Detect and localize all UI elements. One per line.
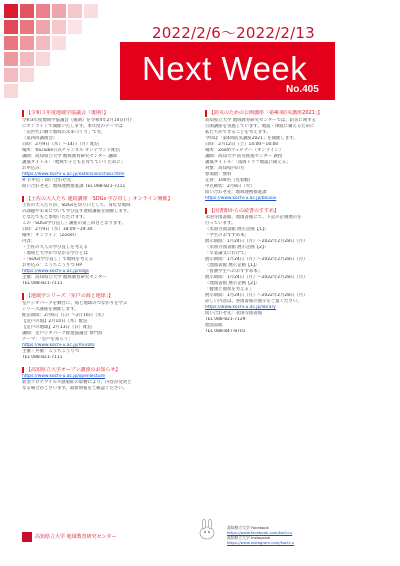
- article-line: 日時：2月9日（水）〜14日（月）配信: [22, 141, 100, 147]
- article-line: 内容：: [22, 239, 36, 244]
- article-link[interactable]: https://www.kochi-u.ac.jp/openlecture: [22, 374, 105, 379]
- footer: [22, 525, 382, 558]
- article-line: お申込み：: [22, 165, 44, 171]
- article-line: 令和3年度地域学協議会（後期）を令和4年2月14日(月): [22, 117, 132, 123]
- article-line: 【室戸の海】2月10日（木）配信: [22, 318, 88, 324]
- header: [0, 0, 400, 108]
- article-line: 講師：高知大学 防災推進センター 教授: [205, 153, 283, 159]
- article-line: 池図書館: [205, 323, 223, 328]
- article-line: 主催・共催：こうちこうりつ: [22, 348, 80, 354]
- article-line: ※ お申込・問い合わせ先：: [22, 177, 76, 183]
- article-line: 「健康と福祉を考える」: [205, 287, 254, 292]
- article-line: 参加費：無料: [205, 171, 232, 177]
- newsletter-title: Next Week: [142, 50, 308, 87]
- article-line: 新型コロナウイルス感染症の影響により、内容が変更と: [22, 380, 132, 385]
- article-section: [22, 367, 207, 393]
- article-line: シリーズ講座を開催します。: [22, 306, 79, 312]
- article-section: [205, 110, 390, 202]
- article-line: TEL 088-821-7129: [205, 317, 246, 322]
- article-line: お申込み：こうちこうりつ HP: [22, 263, 83, 268]
- article-line: TEL 088-847-8701: [205, 329, 246, 334]
- article-line: 今回は「第4回防災講座2021」を開催します。: [205, 135, 298, 141]
- article-line: 定員：100名（先着順）: [205, 177, 253, 183]
- article-link[interactable]: https://www.kochi-u.ac.jp/sdgs: [22, 269, 89, 274]
- article-section: [22, 110, 207, 190]
- article-line: 展示期間：1月24日（月）〜2022年2月28日（月）: [205, 275, 308, 280]
- article-heading: 【地域学シリーズ「室戸の海と地球」】: [22, 293, 207, 300]
- article-line: 展示期間：1月24日（月）〜2022年2月28日（月）: [205, 239, 308, 244]
- issue-number: No.405: [286, 84, 319, 95]
- mascot-icon: [195, 518, 219, 542]
- article-line: 場所：YouTube公式チャンネル オンデマンド配信: [22, 147, 121, 153]
- article-link[interactable]: https://www.kochi-u.ac.jp/bousai: [205, 195, 277, 201]
- article-line: 行っています。: [205, 221, 236, 226]
- article-section: [205, 208, 390, 336]
- left-column: [22, 110, 207, 398]
- article-line: 日時：2月9日（水）18:00〜19:30: [22, 227, 93, 232]
- sns-links: [227, 525, 294, 545]
- article-heading: 【防災のための公開講座「第4回防災講座2021」】: [205, 110, 390, 117]
- article-body: [205, 215, 390, 335]
- article-body: [22, 203, 207, 287]
- article-line: なる場合がございます。最新情報をご確認ください。: [22, 386, 128, 391]
- article-line: 「次世代に継ぐ地域の未来づくり」です。: [22, 129, 106, 135]
- article-line: 詳しい内容は、各図書館の展示をご覧ください。: [205, 299, 302, 304]
- article-link[interactable]: https://www.kochi-u.ac.jp/library: [205, 305, 276, 310]
- article-line: 私たちができることを考えます。: [205, 129, 271, 135]
- university-logo-icon: [22, 532, 32, 542]
- article-body: [205, 118, 390, 202]
- article-line: 講師：室戸ジオパーク推進協議会 専門員: [22, 330, 103, 336]
- article-link[interactable]: https://www.kochi-u.ac.jp/muroto: [22, 342, 95, 348]
- sns-link[interactable]: https://www.facebook.com/kochi.u: [227, 530, 293, 535]
- article-section: [22, 196, 207, 288]
- article-line: 〈池図書館 展示企画【2】〉: [205, 281, 260, 286]
- article-line: 【室戸の地球】2月13日（日）配信: [22, 324, 92, 330]
- article-line: 高知県立大学 地域教育研究センターでは、防災に関する: [205, 117, 316, 123]
- sns-label: 高知県立大学 Facebook: [227, 525, 269, 530]
- article-line: ・「SDGs学び直し」で地域を考える: [22, 257, 94, 262]
- article-line: 日時：2月12日（土）14:00〜16:00: [205, 141, 279, 147]
- article-line: 講師：高知県立大学 地域教育研究センター 講師: [22, 153, 117, 159]
- article-line: にオンラインで開催いたします。本年度のテーマは: [22, 123, 123, 129]
- article-line: 場所：Zoomウェビナー（オンライン）: [205, 147, 284, 153]
- date-range: 2022/2/6～2022/2/13: [152, 24, 315, 42]
- article-line: 「卒業論文にむけて」: [205, 251, 249, 256]
- article-heading: 【令和３年度地域学協議会（後期）】: [22, 110, 207, 117]
- article-line: 主催：高知県立大学 地域教育研究センター: [22, 275, 107, 280]
- article-line: 講演タイトル：「南海トラフ地震に備える」: [205, 159, 291, 165]
- article-line: 問い合わせ先：地域連携推進課 TEL 088-821-7111: [22, 183, 126, 189]
- sns-link[interactable]: https://www.instagram.com/kochi.u: [227, 540, 295, 545]
- article-heading: 【高知県立大学オープン講座のお知らせ】: [22, 367, 207, 374]
- article-line: 講演タイトル：「地域で子どもを育てていくために」: [22, 159, 126, 165]
- article-line: どなたでもご参加いただけます。: [22, 215, 88, 220]
- article-line: 室戸ジオパークを舞台に、海と地球のつながりを学ぶ: [22, 300, 128, 306]
- article-line: 対象：高知県内の方: [205, 165, 245, 171]
- article-line: 〈池図書館 展示企画【1】〉: [205, 263, 260, 268]
- article-line: ・地域と大学がつながる学びとは: [22, 251, 88, 256]
- article-heading: 【土佐の大人たち 連続講座「SDGs 学び直し」オンライン開催】: [22, 196, 207, 203]
- article-line: TEL 088-821-7111: [22, 281, 63, 286]
- article-line: 〈第四回講演会〉: [22, 135, 58, 141]
- article-line: 申込締切：2月8日（火）: [205, 183, 255, 189]
- article-body: [22, 374, 207, 392]
- right-column: [205, 110, 390, 341]
- article-line: TEL 088-821-7111: [22, 354, 63, 360]
- article-line: 〈永国寺図書館 展示企画【2】〉: [205, 245, 269, 250]
- article-line: 問い合わせ先：永国寺図書館: [205, 311, 263, 316]
- article-body: [22, 301, 207, 361]
- article-line: 展示期間：1月24日（月）〜2022年2月28日（月）: [205, 293, 308, 298]
- article-line: 展示期間：1月24日（月）〜2022年2月28日（月）: [205, 257, 308, 262]
- article-line: この「SDGs学び直し」講座の第三回目となります。: [22, 221, 126, 226]
- sns-label: 高知県立大学 Instagram: [227, 535, 271, 540]
- article-link[interactable]: https://www.kochi-u.ac.jp/extension/chiiki.html: [22, 171, 125, 177]
- article-heading: 【図書館からの読書のすすめ】: [205, 208, 390, 215]
- org-name: 高知県立大学 地域教育研究センター: [35, 534, 117, 540]
- article-section: [22, 293, 207, 361]
- article-line: 土佐の大人たちが、SDGsを切り口として、身近な地域: [22, 203, 131, 208]
- article-line: ・土佐の大人の学び直しを考える: [22, 245, 88, 250]
- article-line: テーマ：「室戸を知ろう」: [22, 336, 73, 342]
- article-line: 問い合わせ先：地域連携推進課: [205, 189, 267, 195]
- article-line: 場所：オンライン（Zoom）: [22, 233, 79, 238]
- article-line: 公開講座を実施しています。地震・津波に備えるために: [205, 123, 315, 129]
- article-line: 永国寺図書館、池図書館にて、下記の企画展示を: [205, 215, 302, 220]
- article-line: 〈永国寺図書館 展示企画【1】〉: [205, 227, 269, 232]
- article-line: 「学生のおすすめ本」: [205, 233, 249, 238]
- article-line: 「看護学生へのおすすめ本」: [205, 269, 263, 274]
- article-body: [22, 118, 207, 190]
- article-line: の課題や未来について学び直す連続講座を開催します。: [22, 209, 132, 214]
- article-line: 配信期間：2月6日（日）〜2月16日（水）: [22, 312, 107, 318]
